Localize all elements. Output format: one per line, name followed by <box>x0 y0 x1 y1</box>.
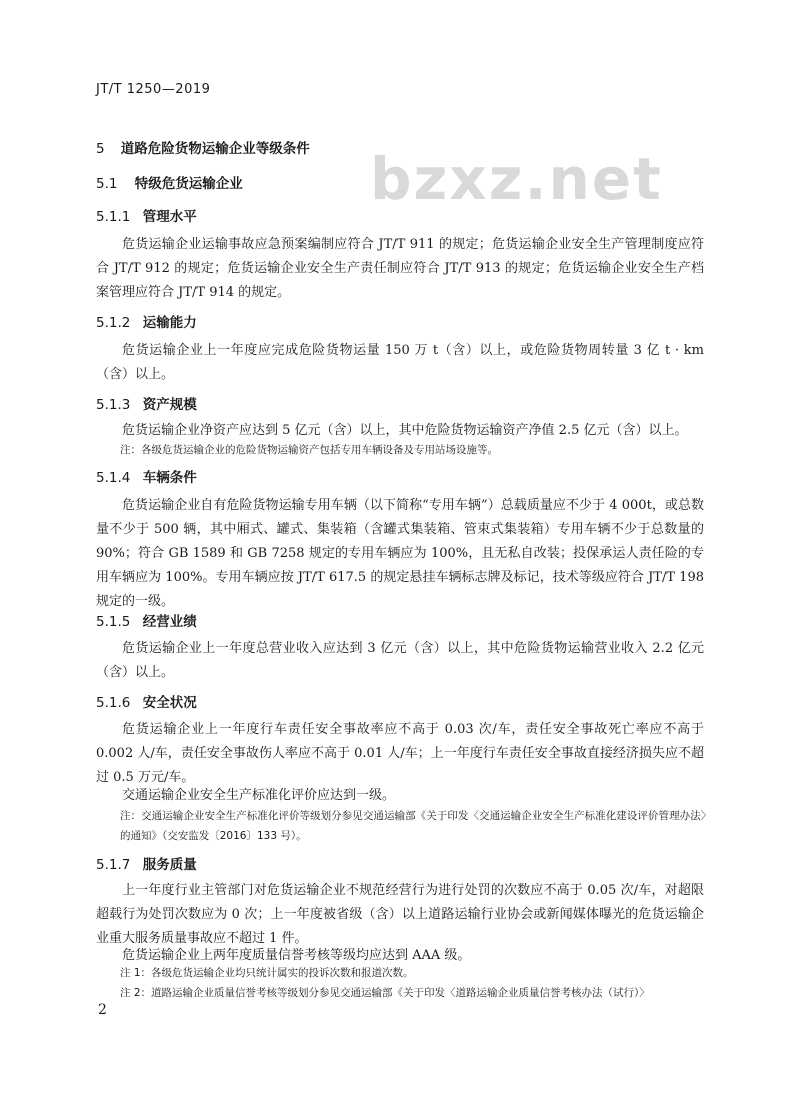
section-5-1-6-note: 注：交通运输企业安全生产标准化评价等级划分参见交通运输部《关于印发〈交通运输企业安全生产标准化建设评价管理办法〉的通知》（交安监发〔2016〕133 号）。 <box>120 810 706 842</box>
section-title: 道路危险货物运输企业等级条件 <box>120 141 310 157</box>
section-title: 经营业绩 <box>142 614 197 630</box>
section-5-1-3-text: 危货运输企业净资产应达到 5 亿元（含）以上，其中危险货物运输资产净值 2.5 亿元（含）以上。 <box>122 423 688 438</box>
section-5-1-7-note-1: 注 1：各级危货运输企业均只统计属实的投诉次数和报道次数。 <box>120 967 414 979</box>
section-5-1-6-heading <box>96 691 197 711</box>
section-5-1-4-heading <box>96 466 197 486</box>
section-5-1-5-text: 危货运输企业上一年度总营业收入应达到 3 亿元（含）以上，其中危险货物运输营业收入 2.2 亿元（含）以上。 <box>96 641 704 680</box>
section-number: 5.1.4 <box>96 470 131 486</box>
section-number: 5.1.2 <box>96 315 131 331</box>
watermark: bzxz.net <box>370 145 663 213</box>
page-number: 2 <box>98 1002 107 1018</box>
section-5-1-6-text-2: 交通运输企业安全生产标准化评价应达到一级。 <box>122 788 396 803</box>
section-title: 管理水平 <box>142 209 197 225</box>
section-5-1-7-text-2: 危货运输企业上两年度质量信誉考核等级均应达到 AAA 级。 <box>122 948 471 963</box>
section-5-1-3-heading <box>96 393 197 413</box>
section-5-1-7-note-2: 注 2：道路运输企业质量信誉考核等级划分参见交通运输部《关于印发〈道路运输企业质量信誉考核办法（试行）〉 <box>120 987 650 999</box>
standard-code: JT/T 1250—2019 <box>96 82 211 97</box>
section-5-1-7-text: 上一年度行业主管部门对危货运输企业不规范经营行为进行处罚的次数应不高于 0.05 次/车，对超限超载行为处罚次数应为 0 次；上一年度被省级（含）以上道路运输行业协会或新闻媒体曝光的危货运输企业重大服务质量事故应不超过 1 件。 <box>96 883 704 946</box>
section-number: 5.1.7 <box>96 857 131 873</box>
section-number: 5.1.6 <box>96 695 131 711</box>
section-title: 服务质量 <box>142 857 197 873</box>
section-title: 安全状况 <box>142 695 197 711</box>
section-number: 5.1 <box>96 176 118 192</box>
section-5-1-6-text: 危货运输企业上一年度行车责任安全事故率应不高于 0.03 次/车，责任安全事故死亡率应不高于 0.002 人/车，责任安全事故伤人率应不高于 0.01 人/车；上一年度行车责任安全事故直接经济损失应不超过 0.5 万元/车。 <box>96 722 704 785</box>
section-number: 5 <box>96 141 105 157</box>
section-title: 运输能力 <box>142 315 197 331</box>
section-5-1-heading <box>96 172 243 192</box>
section-title: 特级危货运输企业 <box>134 176 243 192</box>
section-5-1-2-heading <box>96 311 197 331</box>
section-5-1-1-text: 危货运输企业运输事故应急预案编制应符合 JT/T 911 的规定；危货运输企业安全生产管理制度应符合 JT/T 912 的规定；危货运输企业安全生产责任制应符合 JT/T 913 的规定；危货运输企业安全生产档案管理应符合 JT/T 914 的规定。 <box>96 237 704 300</box>
section-5-1-2-text: 危货运输企业上一年度应完成危险货物运量 150 万 t（含）以上，或危险货物周转量 3 亿 t · km（含）以上。 <box>96 343 704 382</box>
section-number: 5.1.1 <box>96 209 131 225</box>
section-5-1-4-text: 危货运输企业自有危险货物运输专用车辆（以下简称“专用车辆”）总载质量应不少于 4 000t，或总数量不少于 500 辆，其中厢式、罐式、集装箱（含罐式集装箱、管束式集装箱）专用车辆不少于总数量的 90%；符合 GB 1589 和 GB 7258 规定的专用车辆应为 100%，且无私自改装；投保承运人责任险的专用车辆应为 100%。专用车辆应按 JT/T 617.5 的规定悬挂车辆标志牌及标记，技术等级应符合 JT/T 198 规定的一级。 <box>96 498 704 609</box>
section-5-1-5-heading <box>96 610 197 630</box>
section-5-1-3-note: 注：各级危货运输企业的危险货物运输资产包括专用车辆设备及专用站场设施等。 <box>120 444 498 456</box>
section-title: 资产规模 <box>142 397 197 413</box>
section-number: 5.1.5 <box>96 614 131 630</box>
section-title: 车辆条件 <box>142 470 197 486</box>
section-5-1-7-heading <box>96 853 197 873</box>
section-5-1-1-heading <box>96 205 197 225</box>
section-5-heading <box>96 137 310 157</box>
section-number: 5.1.3 <box>96 397 131 413</box>
